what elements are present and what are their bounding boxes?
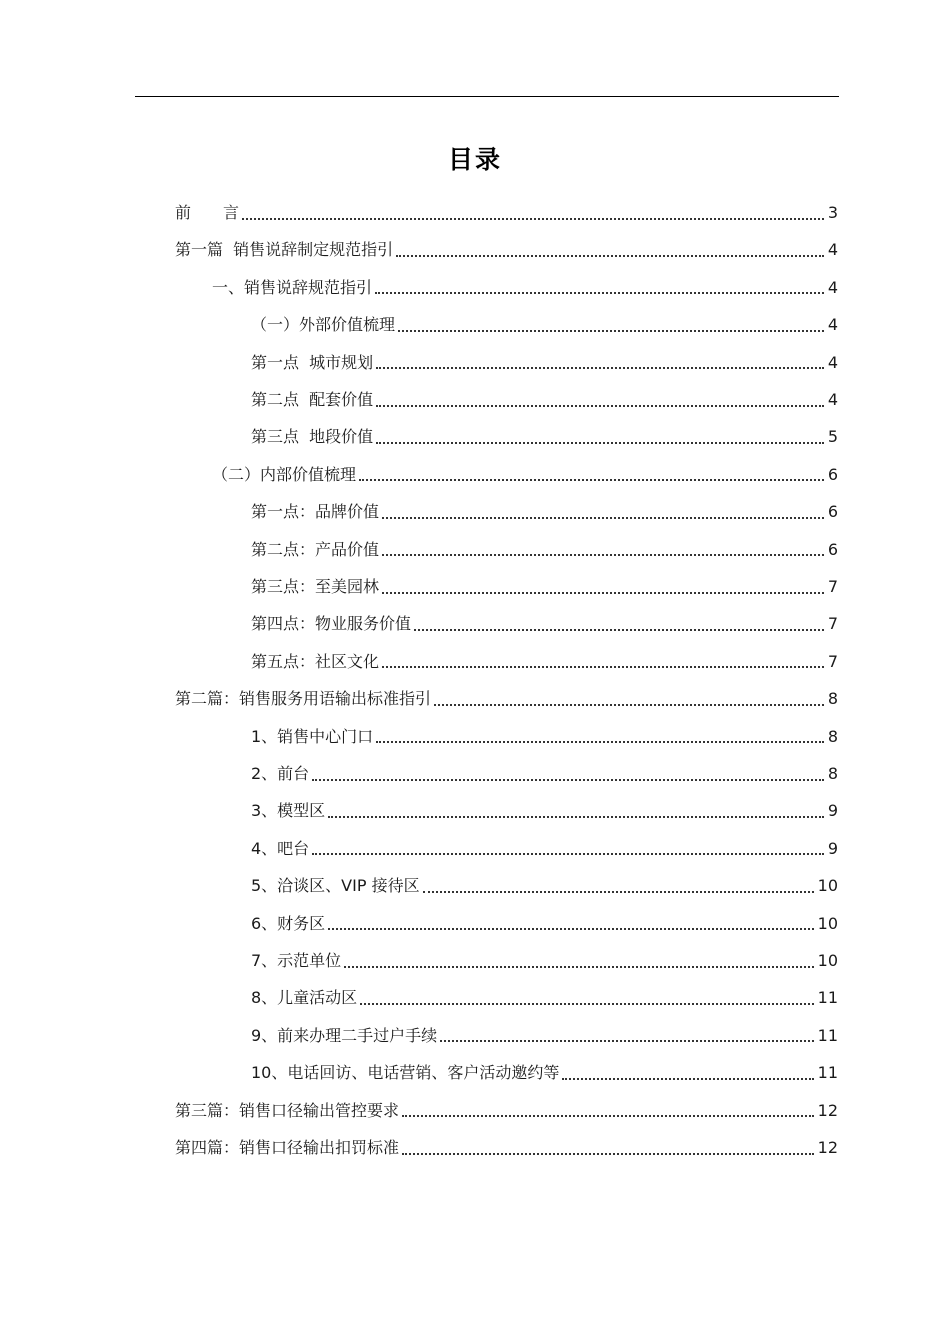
toc-dot-leader — [376, 741, 824, 743]
toc-entry[interactable] — [212, 456, 838, 493]
toc-entry[interactable] — [251, 942, 838, 979]
toc-entry-label: 第二点：产品价值 — [251, 539, 380, 559]
toc-entry-label: 10、电话回访、电话营销、客户活动邀约等 — [251, 1063, 560, 1083]
toc-entry-label: 5、洽谈区、VIP 接待区 — [251, 876, 420, 896]
toc-entry[interactable] — [251, 381, 838, 418]
toc-entry-page-number: 3 — [827, 203, 838, 222]
toc-entry-label: 第三篇：销售口径输出管控要求 — [175, 1100, 400, 1120]
toc-dot-leader — [382, 666, 824, 668]
toc-entry-page-number: 7 — [827, 614, 838, 634]
toc-entry-page-number: 4 — [827, 315, 838, 335]
toc-entry-label: 1、销售中心门口 — [251, 726, 374, 746]
toc-entry-page-number: 7 — [827, 651, 838, 671]
toc-dot-leader — [382, 517, 824, 519]
toc-entry-label: 第二点 配套价值 — [251, 390, 374, 409]
toc-dot-leader — [402, 1115, 814, 1117]
toc-entry-page-number: 10 — [817, 876, 838, 896]
toc-entry-page-number: 6 — [827, 539, 838, 559]
toc-entry-page-number: 4 — [827, 277, 838, 297]
toc-entry[interactable] — [251, 755, 838, 792]
toc-entry[interactable] — [251, 1054, 838, 1091]
toc-entry-page-number: 5 — [827, 427, 838, 447]
toc-entry[interactable] — [251, 605, 838, 642]
toc-entry[interactable] — [212, 269, 838, 306]
toc-entry[interactable] — [251, 306, 838, 343]
toc-entry-page-number: 8 — [827, 726, 838, 746]
toc-dot-leader — [344, 966, 813, 968]
toc-dot-leader — [375, 292, 824, 294]
toc-entry[interactable] — [251, 979, 838, 1016]
toc-entry-label: 3、模型区 — [251, 801, 326, 821]
toc-entry-label: 第四篇：销售口径输出扣罚标准 — [175, 1138, 400, 1157]
toc-entry-label: （一）外部价值梳理 — [251, 315, 396, 335]
toc-entry-label: 第一篇 销售说辞制定规范指引 — [175, 240, 394, 260]
toc-dot-leader — [360, 1003, 813, 1005]
toc-entry-label: 前 言 — [175, 203, 240, 222]
toc-entry-label: 第四点：物业服务价值 — [251, 614, 412, 634]
toc-entry[interactable] — [251, 792, 838, 829]
toc-dot-leader — [359, 479, 824, 481]
toc-entry-label: 第五点：社区文化 — [251, 651, 380, 671]
toc-entry[interactable] — [251, 418, 838, 455]
toc-entry-label: 第三点：至美园林 — [251, 577, 380, 596]
toc-entry-page-number: 9 — [827, 801, 838, 821]
toc-entry[interactable] — [251, 867, 838, 904]
toc-entry[interactable] — [175, 1129, 838, 1166]
toc-dot-leader — [440, 1040, 813, 1042]
toc-entry-page-number: 7 — [827, 577, 838, 596]
toc-entry-page-number: 10 — [817, 951, 838, 970]
toc-dot-leader — [376, 405, 824, 407]
toc-entry[interactable] — [251, 531, 838, 568]
toc-entry-label: 9、前来办理二手过户手续 — [251, 1025, 438, 1045]
toc-dot-leader — [328, 816, 824, 818]
toc-dot-leader — [423, 891, 814, 893]
toc-entry[interactable] — [251, 905, 838, 942]
toc-dot-leader — [396, 255, 824, 257]
toc-dot-leader — [312, 779, 824, 781]
toc-dot-leader — [402, 1153, 814, 1155]
toc-entry[interactable] — [251, 643, 838, 680]
toc-entry-label: 第一点 城市规划 — [251, 352, 374, 372]
toc-entry-page-number: 11 — [817, 988, 838, 1008]
toc-entry-page-number: 12 — [817, 1138, 838, 1157]
header-rule — [135, 96, 839, 97]
toc-title: 目录 — [447, 145, 502, 174]
toc-dot-leader — [376, 442, 824, 444]
toc-entry-page-number: 6 — [827, 502, 838, 522]
toc-entry-label: （二）内部价值梳理 — [212, 464, 357, 484]
toc-entry-page-number: 6 — [827, 464, 838, 484]
toc-entry[interactable] — [175, 194, 838, 231]
toc-entry-page-number: 4 — [827, 240, 838, 260]
toc-entry-page-number: 11 — [817, 1025, 838, 1045]
toc-dot-leader — [376, 367, 824, 369]
toc-entry-page-number: 11 — [817, 1063, 838, 1083]
toc-entry-page-number: 4 — [827, 390, 838, 409]
toc-entry[interactable] — [251, 830, 838, 867]
toc-entry-page-number: 10 — [817, 913, 838, 933]
toc-dot-leader — [328, 928, 813, 930]
toc-dot-leader — [414, 629, 824, 631]
toc-entry-label: 4、吧台 — [251, 838, 310, 858]
toc-entry-label: 第三点 地段价值 — [251, 427, 374, 447]
toc-entry-page-number: 8 — [827, 689, 838, 709]
toc-entry-label: 7、示范单位 — [251, 951, 342, 970]
toc-entry[interactable] — [251, 493, 838, 530]
toc-dot-leader — [562, 1078, 813, 1080]
toc-entry-label: 2、前台 — [251, 764, 310, 783]
toc-entry[interactable] — [251, 568, 838, 605]
toc-entry-page-number: 12 — [817, 1100, 838, 1120]
toc-entry-label: 6、财务区 — [251, 913, 326, 933]
toc-entry[interactable] — [251, 718, 838, 755]
toc-entry[interactable] — [175, 231, 838, 268]
toc-entry[interactable] — [175, 1092, 838, 1129]
toc-entry-page-number: 8 — [827, 764, 838, 783]
toc-entry-page-number: 9 — [827, 838, 838, 858]
toc-dot-leader — [242, 218, 824, 220]
toc-entry-label: 8、儿童活动区 — [251, 988, 358, 1008]
toc-entry-label: 一、销售说辞规范指引 — [212, 277, 373, 297]
toc-dot-leader — [434, 704, 824, 706]
toc-entry[interactable] — [175, 680, 838, 717]
toc-dot-leader — [312, 853, 824, 855]
toc-entry-page-number: 4 — [827, 352, 838, 372]
toc-entry-label: 第二篇：销售服务用语输出标准指引 — [175, 689, 432, 709]
toc-dot-leader — [382, 554, 824, 556]
toc-entry[interactable] — [251, 344, 838, 381]
toc-entry[interactable] — [251, 1017, 838, 1054]
toc-entry-label: 第一点：品牌价值 — [251, 502, 380, 522]
toc-dot-leader — [398, 330, 824, 332]
toc-dot-leader — [382, 592, 824, 594]
